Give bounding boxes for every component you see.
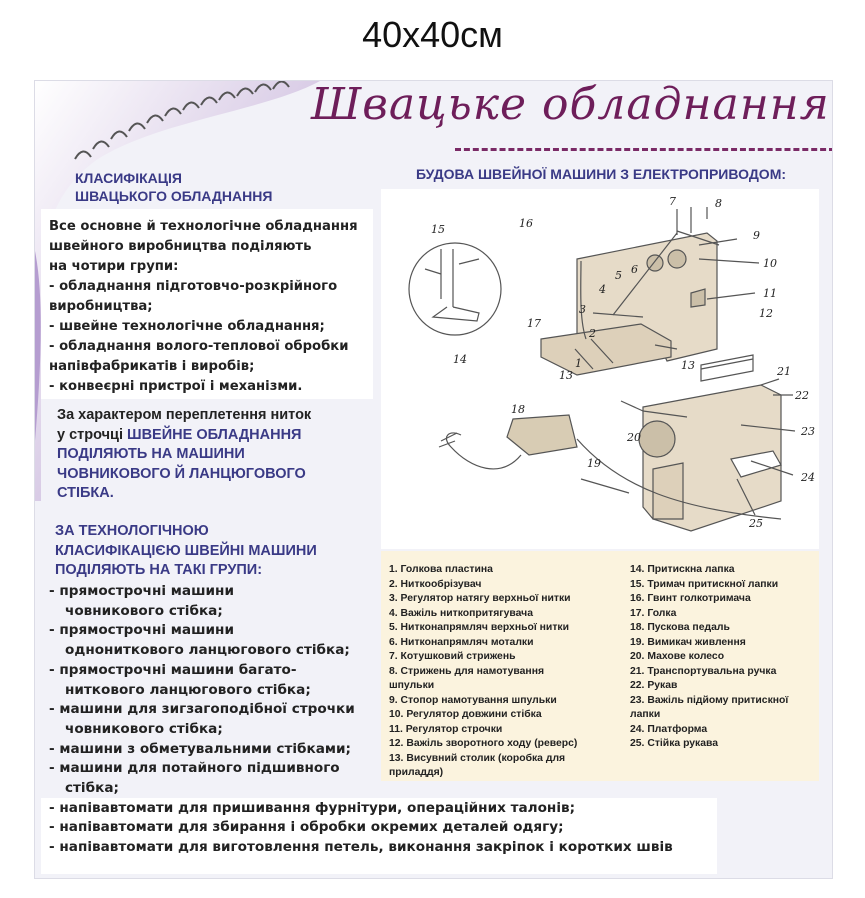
legend-item: 20. Махове колесо [630, 651, 725, 662]
callout-number: 23 [801, 425, 815, 438]
legend-item: 7. Котушковий стрижень [389, 651, 516, 662]
callout-number: 6 [631, 263, 638, 276]
intro-text: Все основне й технологічне обладнання швейного виробництва поділяють на чотири групи: - обладнання підготовчо-розкрійного виробництва; - швейне технологічне обладнання; - обладнання волого-теплової обробки напівфабрикатів і виробів; - конвеєрні пристрої і механізми. [49, 219, 358, 394]
callout-number: 19 [587, 457, 601, 470]
legend-left [389, 563, 619, 781]
legend-item: 4. Важіль ниткопритягувача [389, 607, 533, 619]
group-item: - прямострочні машини [49, 583, 234, 599]
legend-item: 24. Платформа [630, 723, 708, 735]
group-item: - прямострочні машини [49, 622, 234, 639]
structure-heading: БУДОВА ШВЕЙНОЇ МАШИНИ З ЕЛЕКТРОПРИВОДОМ: [415, 166, 787, 182]
group-item: стібка; [65, 780, 119, 797]
callout-number: 15 [431, 223, 445, 236]
callout-number: 11 [763, 287, 777, 300]
group-item: човникового стібка; [65, 720, 223, 737]
legend-item: 14. Притискна лапка [630, 564, 735, 575]
callout-number: 2 [589, 327, 596, 340]
legend-right [630, 563, 820, 752]
legend-item: 15. Тримач притискної лапки [630, 578, 779, 590]
callout-number: 4 [599, 283, 606, 296]
weave-text: За характером переплетення ниток у строчці ШВЕЙНЕ ОБЛАДНАННЯ ПОДІЛЯЮТЬ НА МАШИНИ ЧОВНИКОВОГО Й ЛАНЦЮГОВОГО СТІБКА. [57, 407, 312, 501]
callout-number: 16 [519, 217, 533, 230]
callout-number: 18 [511, 403, 525, 416]
callout-number: 5 [615, 269, 622, 282]
group-item: - напівавтомати для виготовлення петель, виконання закріпок і коротких швів [49, 839, 673, 856]
callout-number: 3 [579, 303, 586, 316]
callout-number: 10 [763, 257, 777, 270]
size-label: 40x40см [362, 14, 503, 55]
legend-item: 21. Транспортувальна ручка [630, 665, 777, 677]
classification-heading: КЛАСИФІКАЦІЯ ШВАЦЬКОГО ОБЛАДНАННЯ [75, 170, 273, 204]
legend-item: 5. Нитконапрямляч верхньої нитки [389, 622, 569, 633]
legend-item: 8. Стрижень для намотування [389, 665, 545, 677]
group-item: - напівавтомати для збирання і обробки окремих деталей одягу; [49, 819, 564, 836]
legend-item: 9. Стопор намотування шпульки [389, 694, 557, 706]
callout-number: 21 [777, 365, 791, 378]
presser-foot-icon [409, 243, 501, 335]
group-item: ниткового ланцюгового стібка; [65, 681, 311, 698]
legend-item: 13. Висувний столик (коробка для [389, 752, 566, 764]
callout-number: 7 [669, 195, 676, 208]
title-divider [455, 148, 833, 151]
callout-number: 8 [715, 197, 722, 210]
callout-number: 12 [759, 307, 773, 320]
callout-number: 13 [681, 359, 695, 372]
group-item: човникового стібка; [65, 602, 223, 619]
callout-number: 1 [575, 357, 582, 370]
callout-number: 25 [749, 517, 763, 530]
legend-item: 1. Голкова пластина [389, 564, 493, 575]
callout-number: 22 [795, 389, 809, 402]
legend-item: лапки [630, 709, 661, 720]
legend-item: 22. Рукав [630, 680, 678, 691]
legend-item: шпульки [389, 680, 435, 691]
foot-pedal-icon [507, 415, 577, 455]
legend-item: 2. Ниткообрізувач [389, 578, 482, 590]
group-item: однониткового ланцюгового стібка; [65, 642, 350, 659]
group-item: - напівавтомати для пришивання фурнітури, операційних талонів; [49, 799, 576, 816]
callout-number: 17 [527, 317, 541, 330]
legend-item: 19. Вимикач живлення [630, 636, 746, 648]
legend-item: 23. Важіль підйому притискної [630, 694, 789, 706]
callout-number: 20 [627, 431, 641, 444]
callout-number: 24 [801, 471, 815, 484]
legend-item: 3. Регулятор натягу верхньої нитки [389, 593, 571, 604]
group-item: - прямострочні машини багато- [49, 661, 297, 678]
legend-item: 25. Стійка рукава [630, 738, 719, 749]
legend-item: 16. Гвинт голкотримача [630, 593, 751, 604]
legend-item: 18. Пускова педаль [630, 622, 730, 633]
legend-item: 6. Нитконапрямляч моталки [389, 636, 534, 648]
group-item: - машини з обметувальними стібками; [49, 740, 351, 757]
legend-item: приладдя) [389, 767, 444, 778]
callout-number: 9 [753, 229, 760, 242]
group-item: - машини для зигзагоподібної строчки [49, 701, 355, 718]
legend-item: 12. Важіль зворотного ходу (реверс) [389, 738, 578, 749]
group-item: - машини для потайного підшивного [49, 760, 340, 777]
page-title: Швацьке обладнання [311, 80, 830, 130]
callout-number: 14 [453, 353, 467, 366]
legend-item: 10. Регулятор довжини стібка [389, 709, 542, 720]
groups-heading: ЗА ТЕХНОЛОГІЧНОЮ КЛАСИФІКАЦІЄЮ ШВЕЙНІ МАШИНИ ПОДІЛЯЮТЬ НА ТАКІ ГРУПИ: [55, 523, 317, 578]
machine-diagram [381, 189, 819, 549]
callout-number: 13 [559, 369, 573, 382]
legend-item: 11. Регулятор строчки [389, 723, 503, 735]
legend-item: 17. Голка [630, 607, 677, 619]
poster-board [34, 80, 833, 879]
